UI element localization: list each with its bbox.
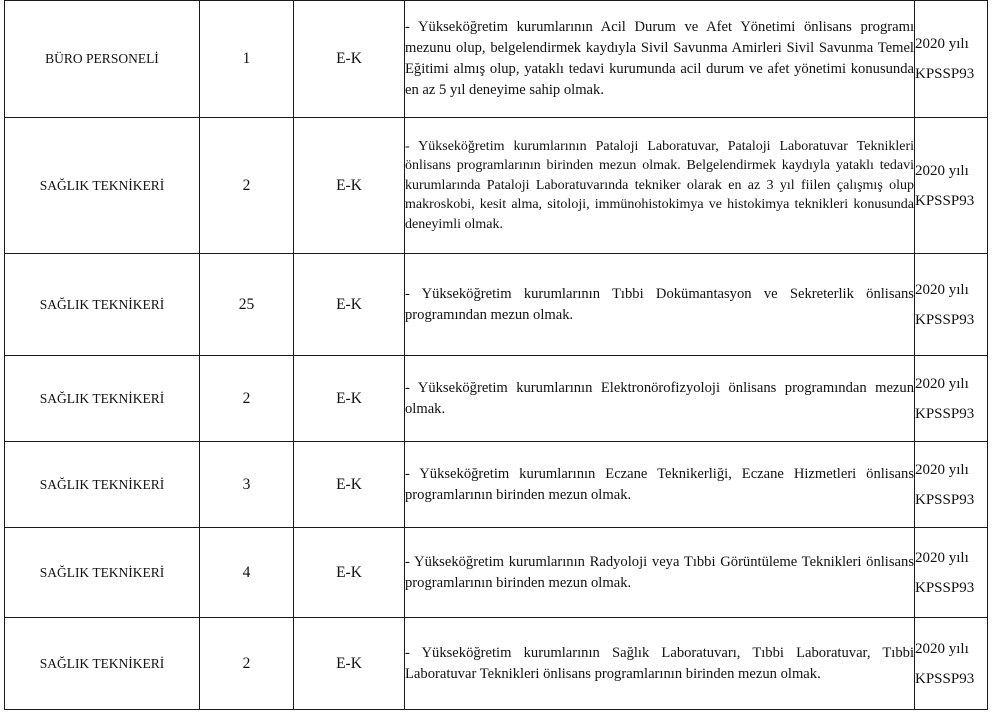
kpss-cell	[915, 442, 988, 528]
requirement-text: - Yükseköğretim kurumlarının Eczane Teknikerliği, Eczane Hizmetleri önlisans programlarının birinden mezun olmak.	[405, 442, 915, 528]
position-title: SAĞLIK TEKNİKERİ	[5, 618, 200, 710]
table-row	[5, 118, 988, 254]
gender-eligibility: E-K	[294, 442, 405, 528]
requirement-text: - Yükseköğretim kurumlarının Acil Durum ve Afet Yönetimi önlisans programı mezunu olup, belgelendirmek kaydıyla Sivil Savunma Amirleri Sivil Savunma Temel Eğitimi almış olup, yataklı tedavi kurumunda acil durum ve afet yönetimi konusunda en az 5 yıl deneyime sahip olmak.	[405, 1, 915, 118]
kpss-year: 2020 yılı	[915, 461, 969, 478]
position-count: 3	[200, 442, 294, 528]
position-count: 1	[200, 1, 294, 118]
kpss-year: 2020 yılı	[915, 281, 969, 298]
table-row	[5, 356, 988, 442]
position-title: SAĞLIK TEKNİKERİ	[5, 254, 200, 356]
gender-eligibility: E-K	[294, 254, 405, 356]
position-count: 4	[200, 528, 294, 618]
requirement-text: - Yükseköğretim kurumlarının Sağlık Laboratuvarı, Tıbbi Laboratuvar, Tıbbi Laboratuvar Teknikleri önlisans programlarının birinden mezun olmak.	[405, 618, 915, 710]
kpss-score-type: KPSSP93	[915, 192, 975, 209]
position-title: SAĞLIK TEKNİKERİ	[5, 528, 200, 618]
requirement-text: - Yükseköğretim kurumlarının Tıbbi Dokümantasyon ve Sekreterlik önlisans programından mezun olmak.	[405, 254, 915, 356]
gender-eligibility: E-K	[294, 356, 405, 442]
position-title: SAĞLIK TEKNİKERİ	[5, 118, 200, 254]
requirement-text: - Yükseköğretim kurumlarının Radyoloji veya Tıbbi Görüntüleme Teknikleri önlisans programlarının birinden mezun olmak.	[405, 528, 915, 618]
table-row	[5, 442, 988, 528]
kpss-year: 2020 yılı	[915, 640, 969, 657]
kpss-year: 2020 yılı	[915, 36, 969, 52]
gender-eligibility: E-K	[294, 118, 405, 254]
requirement-text: - Yükseköğretim kurumlarının Elektronörofizyoloji önlisans programından mezun olmak.	[405, 356, 915, 442]
kpss-score-type: KPSSP93	[915, 405, 975, 422]
kpss-year: 2020 yılı	[915, 375, 969, 392]
position-count: 2	[200, 618, 294, 710]
staff-requirements-table	[4, 0, 988, 710]
kpss-score-type: KPSSP93	[915, 579, 975, 596]
kpss-cell	[915, 356, 988, 442]
position-count: 25	[200, 254, 294, 356]
kpss-score-type: KPSSP93	[915, 66, 975, 82]
kpss-cell	[915, 254, 988, 356]
table-row	[5, 618, 988, 710]
kpss-cell	[915, 118, 988, 254]
gender-eligibility: E-K	[294, 528, 405, 618]
table-row	[5, 528, 988, 618]
position-count: 2	[200, 356, 294, 442]
kpss-year: 2020 yılı	[915, 162, 969, 179]
kpss-score-type: KPSSP93	[915, 491, 975, 508]
position-title: BÜRO PERSONELİ	[5, 1, 200, 118]
gender-eligibility: E-K	[294, 1, 405, 118]
position-title: SAĞLIK TEKNİKERİ	[5, 356, 200, 442]
kpss-score-type: KPSSP93	[915, 311, 975, 328]
kpss-cell	[915, 618, 988, 710]
kpss-score-type: KPSSP93	[915, 670, 975, 687]
kpss-cell	[915, 1, 988, 118]
kpss-cell	[915, 528, 988, 618]
table-row	[5, 254, 988, 356]
position-title: SAĞLIK TEKNİKERİ	[5, 442, 200, 528]
kpss-year: 2020 yılı	[915, 549, 969, 566]
table-row	[5, 1, 988, 118]
position-count: 2	[200, 118, 294, 254]
requirement-text: - Yükseköğretim kurumlarının Pataloji Laboratuvar, Pataloji Laboratuvar Teknikleri önlisans programlarının birinden mezun olmak. Belgelendirmek kaydıyla yataklı tedavi kurumlarında Pataloji Laboratuvarında tekniker olarak en az 3 yıl fiilen çalışmış olup makroskobi, kesit alma, sitoloji, immünohistokimya ve histokimya teknikleri konusunda deneyimli olmak.	[405, 118, 915, 254]
gender-eligibility: E-K	[294, 618, 405, 710]
